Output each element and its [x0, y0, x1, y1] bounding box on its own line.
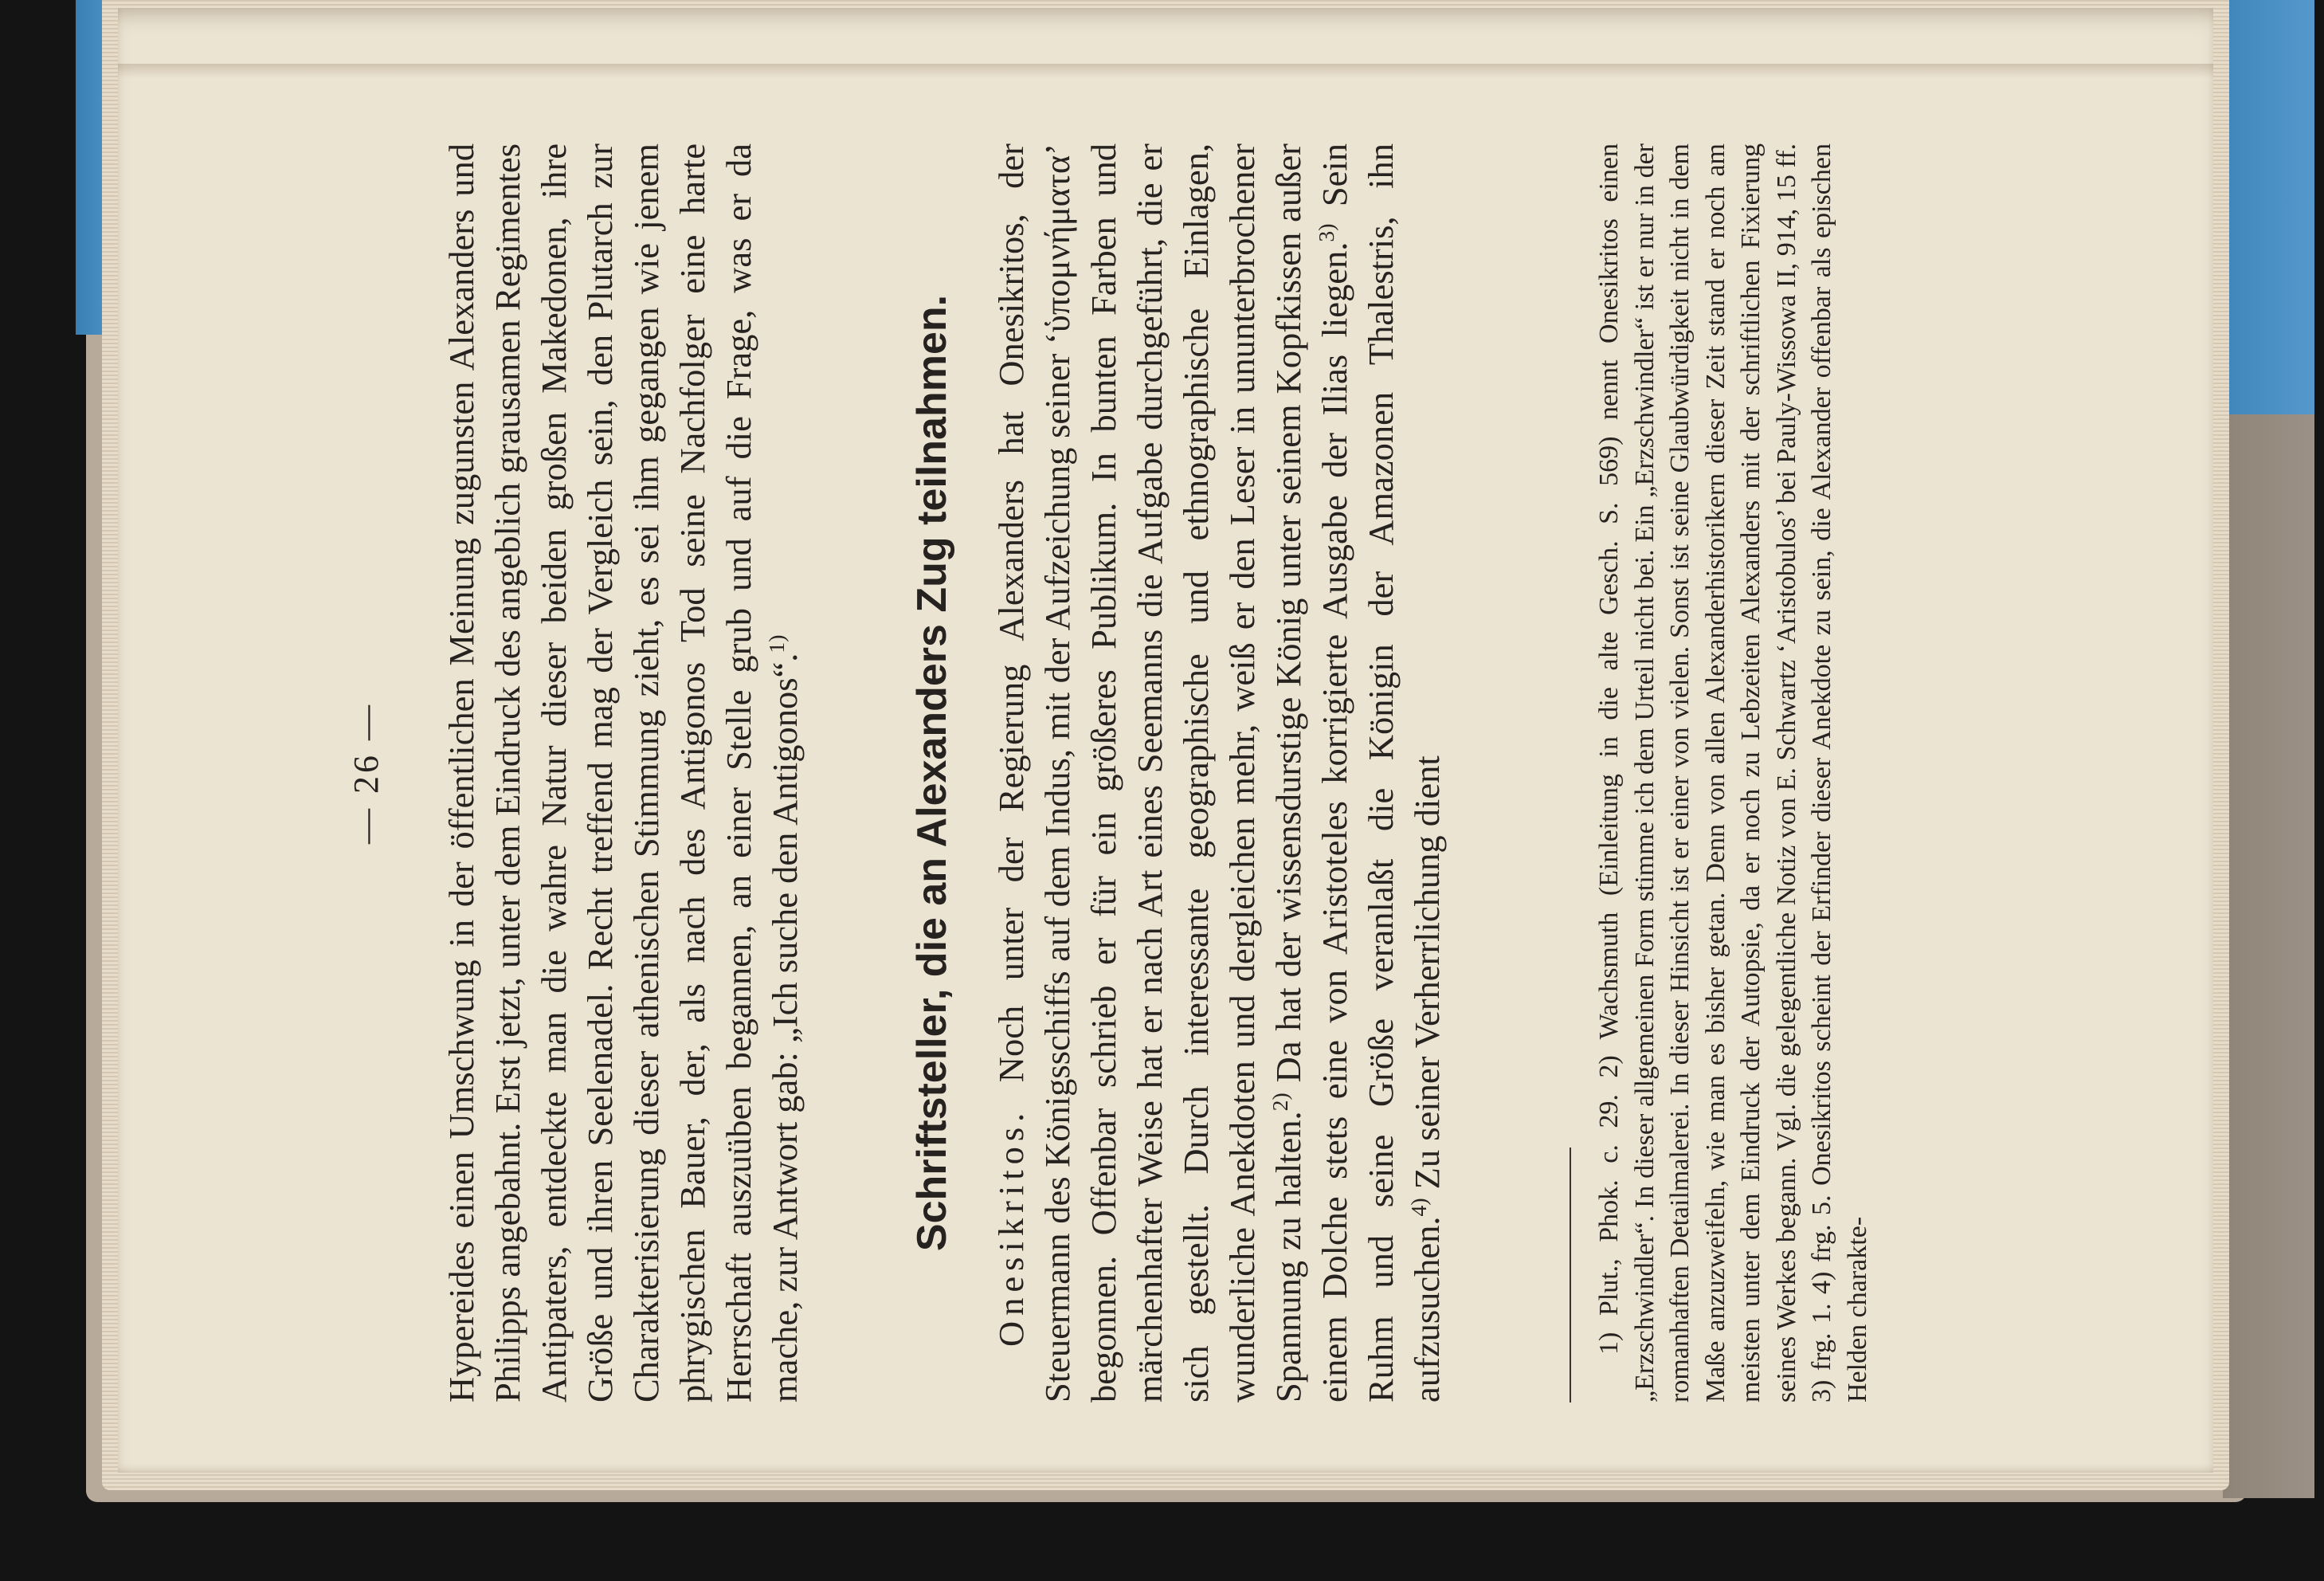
- paragraph-onesikritos: [988, 143, 1450, 1402]
- footnote-ref: 4): [1406, 1198, 1432, 1217]
- page-gutter: [118, 64, 2213, 78]
- footnotes: [1592, 143, 1875, 1402]
- section-lead: Onesikritos.: [991, 1107, 1031, 1347]
- paragraph-text: Zu seiner Verherrlichung dient: [1407, 755, 1447, 1198]
- paragraph-text: Noch unter der Regierung Alexanders hat Onesikritos, der Steuermann des Königsschiffs auf dem Indus, mit der Aufzeichung seiner ‘ὑπομνήματα’ begonnen. Offenbar schrieb er für ein größeres Publikum. In bunten Farben und märchenhafter Weise hat er nach Art eines Seemanns die Aufgabe durchgeführt, die er sich gestellt. Durch interessante geographische und ethnographische Einlagen, wunderliche Anekdoten und dergleichen mehr, weiß er den Leser in ununterbrochener Spannung zu halten.: [991, 143, 1308, 1402]
- cover-cloth-right-blue: [2223, 0, 2314, 414]
- paragraph-text: Hypereides einen Umschwung in der öffentlichen Meinung zugunsten Alexanders und Philipps angebahnt. Erst jetzt, unter dem Eindruck des angeblich grausamen Regimentes Antipaters, entdeckte man die wahre Natur dieser beiden großen Makedonen, ihre Größe und ihren Seelenadel. Recht treffend mag der Vergleich sein, den Plutarch zur Charakterisierung dieser athenischen Stimmung zieht, es sei ihm gegangen wie jenem phrygischen Bauer, der, als nach des Antigonos Tod seine Nachfolger eine harte Herrschaft auszuüben begannen, an einer Stelle grub und auf die Frage, was er da mache, zur Antwort gab: „Ich suche den Antigonos“.: [441, 143, 805, 1402]
- footnote-text: 1) Plut., Phok. c. 29. 2) Wachsmuth (Einleitung in die alte Gesch. S. 569) nennt Onesikritos einen „Erzschwindler“. In dieser allgemeinen Form stimme ich dem Urteil nicht bei. Ein „Erzschwindler“ ist er nur in der romanhaften Detailmalerei. In dieser Hinsicht ist er einer von vielen. Sonst ist seine Glaubwürdigkeit nicht in dem Maße anzuzweifeln, wie man es bisher getan. Denn von allen Alexanderhistorikern dieser Zeit stand er noch am meisten unter dem Eindruck der Autopsie, da er noch zu Lebzeiten Alexanders mit der schriftlichen Fixierung seines Werkes begann. Vgl. die gelegentliche Notiz von E. Schwartz ‘Aristobulos’ bei Pauly-Wissowa II, 914, 15 ff. 3) frg. 1. 4) frg. 5. Onesikritos scheint der Erfinder dieser Anekdote zu sein, die Alexander offenbar als epischen Helden charakte-: [1594, 143, 1872, 1402]
- footnote-ref: 1): [764, 634, 790, 653]
- footnote-ref: 2): [1268, 1093, 1293, 1112]
- section-heading: Schriftsteller, die an Alexanders Zug teilnahmen.: [909, 294, 955, 1252]
- paragraph-text: Da hat der wissensdurstige König unter seinem Kopfkissen außer einem Dolche stets eine von Aristoteles korrigierte Ausgabe der Ilias liegen.: [1268, 143, 1354, 1402]
- footnote-ref: 3): [1314, 223, 1339, 242]
- paragraph-hypereides: [438, 143, 808, 1402]
- footnote-rule: [1570, 1148, 1571, 1402]
- paragraph-text: Sein Ruhm und seine Größe veranlaßt die Königin der Amazonen Thalestris, ihn aufzusuchen.: [1315, 143, 1447, 1402]
- page-content: [343, 143, 2207, 1402]
- page-number: — 26 —: [347, 702, 386, 844]
